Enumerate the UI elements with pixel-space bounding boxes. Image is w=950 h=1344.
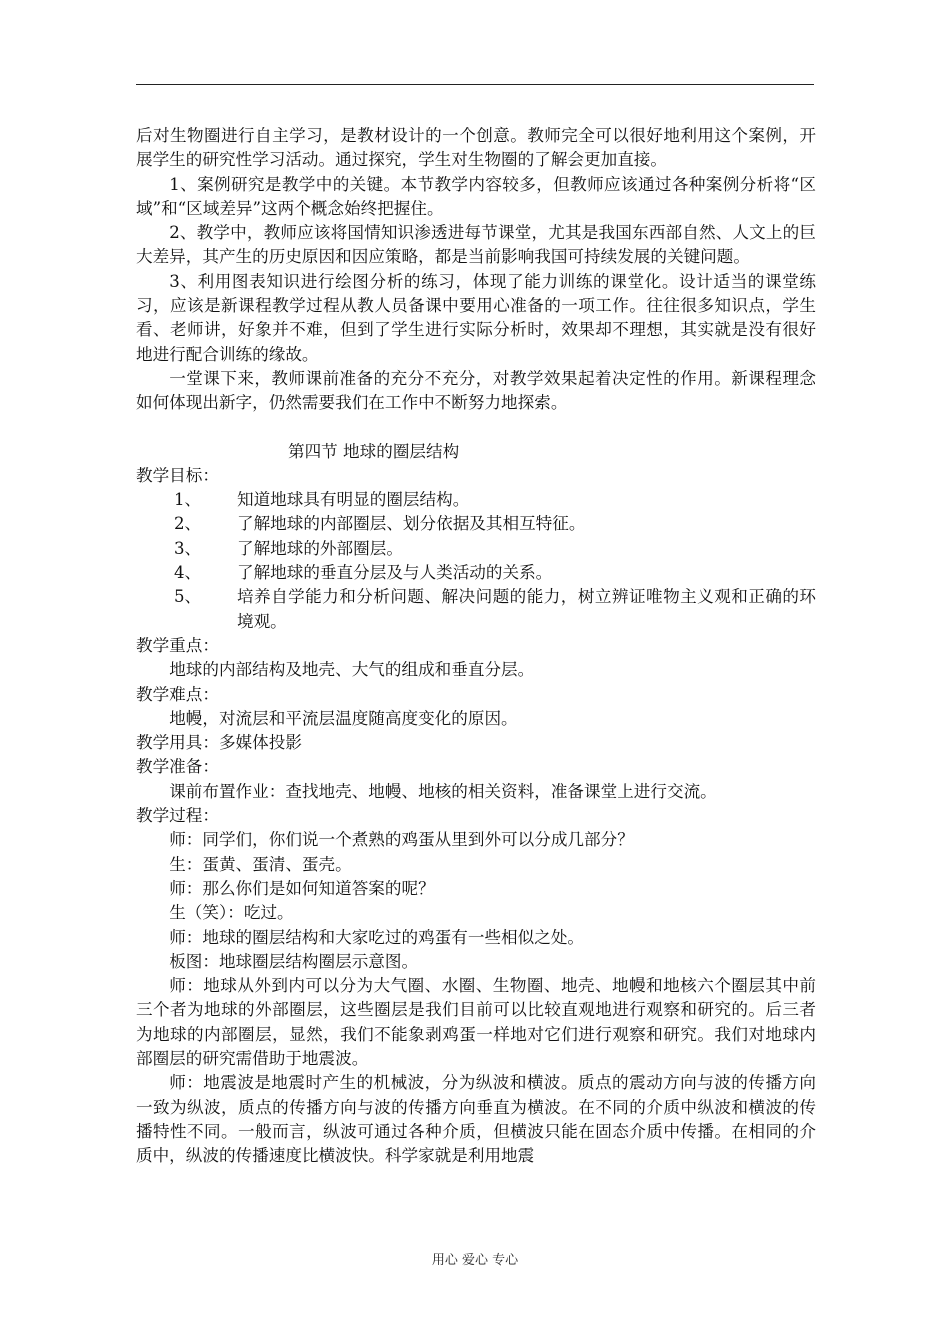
objective-number: 3、 xyxy=(174,538,202,558)
objective-text: 知道地球具有明显的圈层结构。 xyxy=(237,490,470,510)
spacer xyxy=(136,416,816,440)
objective-item xyxy=(136,512,816,536)
dialogue-paragraph: 师：地球从外到内可以分为大气圈、水圈、生物圈、地壳、地幔和地核六个圈层其中前三个者为地球的外部圈层，这些圈层是我们目前可以比较直观地进行观察和研究的。后三者为地球的内部圈层，显然，我们不能象剥鸡蛋一样地对它们进行观察和研究。我们对地球内部圈层的研究需借助于地震波。 xyxy=(136,976,816,1068)
objective-number: 5、 xyxy=(174,587,202,607)
objective-item xyxy=(136,585,816,634)
preparation-text: 课前布置作业：查找地壳、地幔、地核的相关资料，准备课堂上进行交流。 xyxy=(169,781,717,801)
paragraph: 一堂课下来，教师课前准备的充分不充分，对教学效果起着决定性的作用。新课程理念如何体现出新字，仍然需要我们在工作中不断努力地探索。 xyxy=(136,368,816,413)
difficult-points-heading: 教学难点： xyxy=(136,684,219,704)
dialogue-line: 生（笑）：吃过。 xyxy=(169,903,294,923)
objective-text: 了解地球的内部圈层、划分依据及其相互特征。 xyxy=(237,514,586,534)
difficult-points-text: 地幔，对流层和平流层温度随高度变化的原因。 xyxy=(169,708,518,728)
header-rule xyxy=(136,84,814,85)
dialogue-line: 板图：地球圈层结构圈层示意图。 xyxy=(169,951,419,971)
objective-number: 2、 xyxy=(174,514,202,534)
objective-item xyxy=(136,488,816,512)
page-content xyxy=(136,124,816,1168)
preparation-heading: 教学准备： xyxy=(136,757,219,777)
objective-text: 了解地球的外部圈层。 xyxy=(237,538,403,558)
tools-line: 教学用具：多媒体投影 xyxy=(136,733,302,753)
objective-text: 了解地球的垂直分层及与人类活动的关系。 xyxy=(237,563,553,583)
objective-item xyxy=(136,537,816,561)
objectives-heading: 教学目标： xyxy=(136,465,219,485)
paragraph: 1、案例研究是教学中的关键。本节教学内容较多，但教师应该通过各种案例分析将“区域”和“区域差异”这两个概念始终把握住。 xyxy=(136,174,816,218)
objective-item xyxy=(136,561,816,585)
page-footer: 用心 爱心 专心 xyxy=(431,1253,519,1268)
objective-number: 4、 xyxy=(174,563,202,583)
dialogue-line: 师：同学们，你们说一个煮熟的鸡蛋从里到外可以分成几部分？ xyxy=(169,830,634,850)
paragraph: 3、利用图表知识进行绘图分析的练习，体现了能力训练的课堂化。设计适当的课堂练习，应该是新课程教学过程从教人员备课中要用心准备的一项工作。往往很多知识点，学生看、老师讲，好象并不难，但到了学生进行实际分析时，效果却不理想，其实就是没有很好地进行配合训练的缘故。 xyxy=(136,271,816,364)
key-points-text: 地球的内部结构及地壳、大气的组成和垂直分层。 xyxy=(169,660,535,680)
objective-number: 1、 xyxy=(174,490,202,510)
process-heading: 教学过程： xyxy=(136,806,219,826)
objective-text: 培养自学能力和分析问题、解决问题的能力，树立辨证唯物主义观和正确的环境观。 xyxy=(237,587,816,631)
paragraph: 2、教学中，教师应该将国情知识渗透进每节课堂，尤其是我国东西部自然、人文上的巨大差异，其产生的历史原因和因应策略，都是当前影响我国可持续发展的关键问题。 xyxy=(136,223,816,267)
key-points-heading: 教学重点： xyxy=(136,635,219,655)
paragraph: 后对生物圈进行自主学习，是教材设计的一个创意。教师完全可以很好地利用这个案例，开展学生的研究性学习活动。通过探究，学生对生物圈的了解会更加直接。 xyxy=(136,126,816,170)
dialogue-line: 生：蛋黄、蛋清、蛋壳。 xyxy=(169,854,352,874)
dialogue-line: 师：那么你们是如何知道答案的呢？ xyxy=(169,878,435,898)
dialogue-line: 师：地球的圈层结构和大家吃过的鸡蛋有一些相似之处。 xyxy=(169,927,585,947)
dialogue-paragraph: 师：地震波是地震时产生的机械波，分为纵波和横波。质点的震动方向与波的传播方向一致为纵波，质点的传播方向与波的传播方向垂直为横波。在不同的介质中纵波和横波的传播特性不同。一般而言，纵波可通过各种介质，但横波只能在固态介质中传播。在相同的介质中，纵波的传播速度比横波快。科学家就是利用地震 xyxy=(136,1073,816,1166)
section-title: 第四节 地球的圈层结构 xyxy=(288,441,460,461)
